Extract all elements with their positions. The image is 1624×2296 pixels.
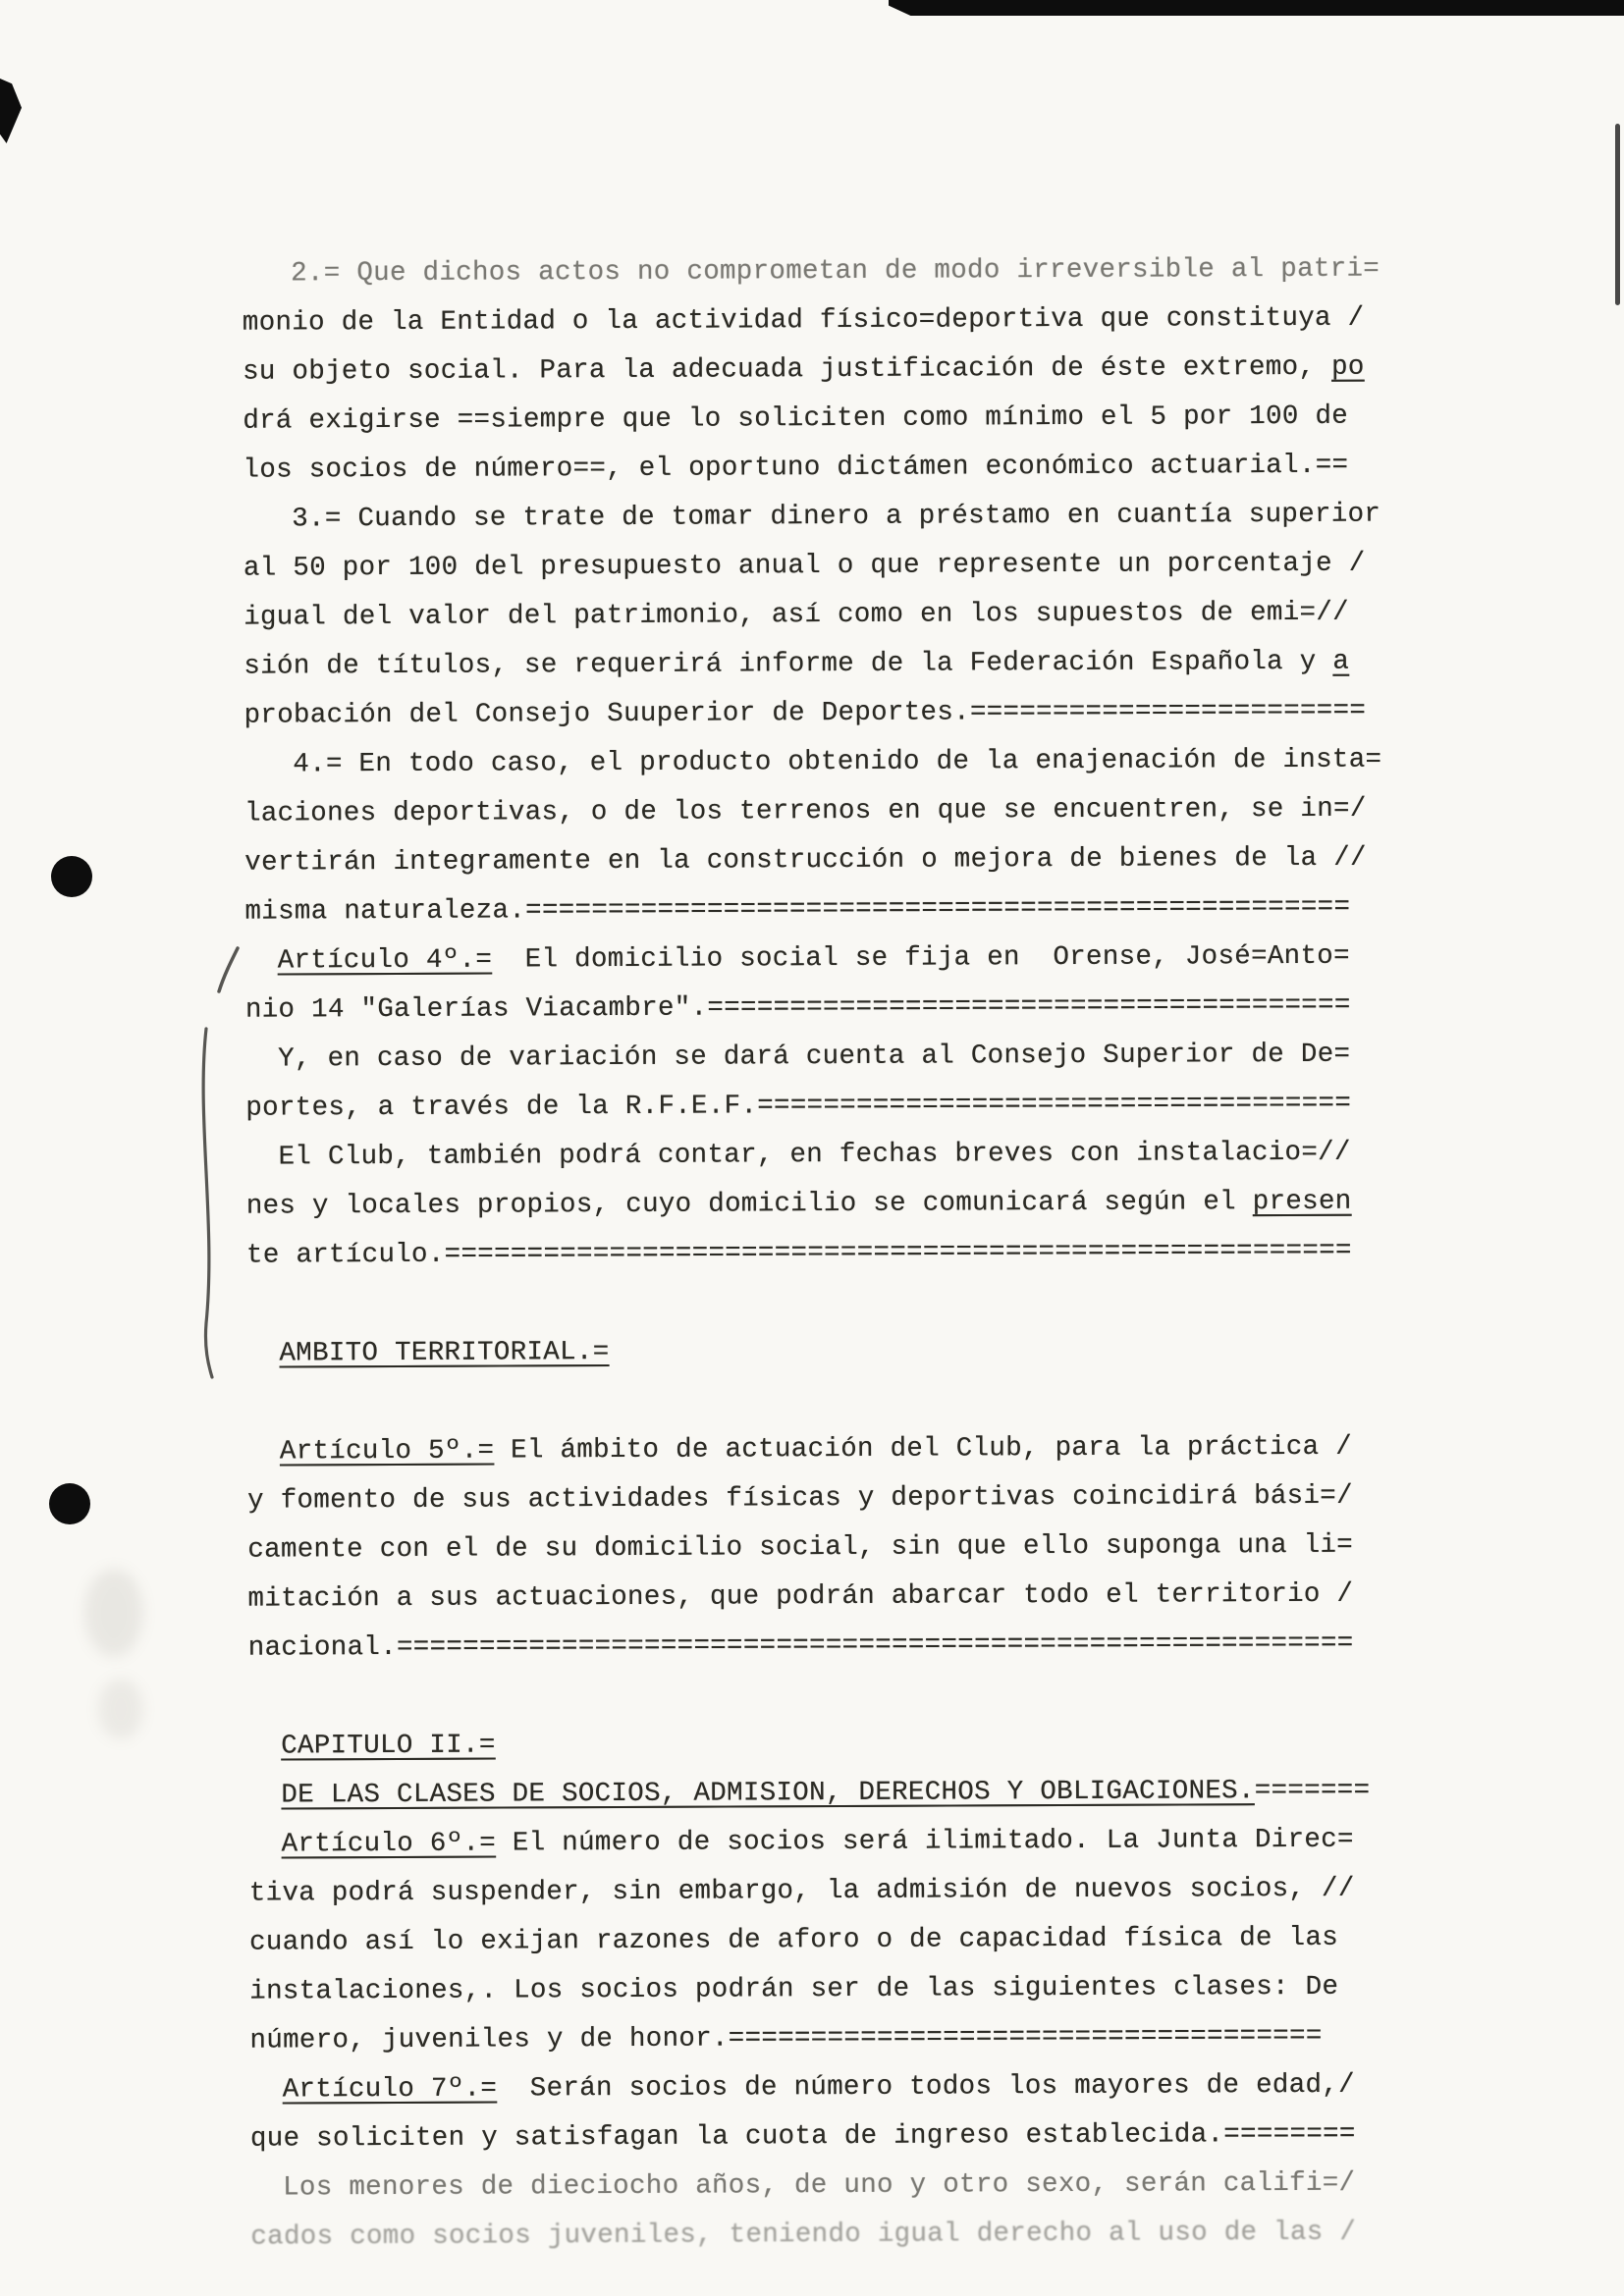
text-line	[250, 2109, 1438, 2163]
text-line	[246, 1324, 1435, 1378]
underlined-text-segment: CAPITULO II.=	[281, 1730, 496, 1762]
text-segment: El domicilio social se fija en Orense, José=Anto=	[492, 940, 1350, 976]
text-segment: =======	[1254, 1775, 1371, 1807]
text-line	[250, 2159, 1438, 2213]
text-segment: los socios de número==, el oportuno dictámen económico actuarial.==	[243, 450, 1349, 486]
text-segment: sión de títulos, se requerirá informe de la Federación Española y	[244, 646, 1333, 682]
text-segment: nes y locales propios, cuyo domicilio se comunicará según el	[245, 1187, 1253, 1222]
underlined-text-segment: po	[1330, 351, 1365, 383]
text-segment: drá exigirse ==siempre que lo soliciten como mínimo el 5 por 100 de	[243, 400, 1349, 437]
text-line	[245, 1128, 1434, 1182]
underlined-text-segment: DE LAS CLASES DE SOCIOS, ADMISION, DERECHOS Y OBLIGACIONES.	[281, 1776, 1255, 1811]
text-segment: 3.= Cuando se trate de tomar dinero a préstamo en cuantía superior	[292, 499, 1381, 535]
text-line	[243, 294, 1431, 347]
text-line	[248, 1766, 1436, 1820]
text-line	[244, 588, 1432, 642]
text-line	[248, 1619, 1436, 1673]
text-segment: 4.= En todo caso, el producto obtenido de la enajenación de insta=	[293, 744, 1382, 780]
blank-line	[246, 1275, 1435, 1329]
text-line	[249, 1913, 1437, 1967]
hole-punch-top	[51, 856, 92, 897]
text-line	[249, 1864, 1437, 1918]
text-line	[248, 1717, 1436, 1771]
text-segment: mitación a sus actuaciones, que podrán abarcar todo el territorio /	[247, 1578, 1354, 1615]
text-segment: te artículo.=======================================================	[245, 1235, 1352, 1271]
text-segment: nio 14 "Galerías Viacambre".=======================================	[244, 989, 1351, 1026]
text-line	[249, 2011, 1437, 2065]
typewritten-text-block	[243, 244, 1439, 2262]
text-line	[244, 539, 1432, 593]
text-segment: probación del Consejo Suuperior de Deportes.========================	[244, 695, 1367, 731]
text-segment: su objeto social. Para la adecuada justificación de éste extremo,	[243, 351, 1332, 388]
text-segment: El ámbito de actuación del Club, para la práctica /	[494, 1431, 1353, 1467]
text-line	[244, 637, 1432, 691]
text-line	[245, 981, 1434, 1035]
text-line	[250, 2060, 1438, 2114]
text-line	[246, 1177, 1435, 1231]
underlined-text-segment: AMBITO TERRITORIAL.=	[279, 1337, 610, 1369]
blank-line	[248, 1668, 1436, 1722]
text-segment: Serán socios de número todos los mayores de edad,/	[497, 2069, 1355, 2105]
text-segment: igual del valor del patrimonio, así como en los supuestos de emi=//	[244, 597, 1350, 633]
text-line	[249, 1962, 1437, 2016]
scan-artifact-left-wedge	[0, 79, 22, 143]
text-line	[243, 392, 1431, 446]
text-line	[243, 441, 1431, 495]
text-segment: nacional.==========================================================	[247, 1628, 1354, 1664]
text-segment: El número de socios será ilimitado. La Junta Direc=	[495, 1824, 1354, 1859]
text-line	[244, 735, 1433, 789]
scan-artifact-right-streak	[1615, 124, 1620, 305]
text-segment: El Club, también podrá contar, en fechas breves con instalacio=//	[278, 1137, 1351, 1173]
pencil-smudge	[98, 1679, 143, 1739]
text-segment: Y, en caso de variación se dará cuenta al Consejo Superior de De=	[278, 1039, 1351, 1075]
text-segment: misma naturaleza.==================================================	[244, 891, 1351, 928]
text-line	[247, 1521, 1435, 1575]
text-line	[249, 1815, 1437, 1869]
text-line	[247, 1570, 1435, 1624]
text-line	[244, 784, 1433, 838]
blank-line	[247, 1373, 1435, 1427]
text-line	[244, 686, 1432, 740]
text-segment: cados como socios juveniles, teniendo igual derecho al uso de las /	[250, 2216, 1357, 2253]
pencil-smudge	[84, 1569, 143, 1657]
text-line	[250, 2208, 1438, 2262]
text-segment: cuando así lo exijan razones de aforo o de capacidad física de las	[248, 1922, 1339, 1958]
scan-artifact-top-band	[889, 0, 1624, 16]
text-segment: vertirán integramente en la construcción o mejora de bienes de la //	[244, 842, 1367, 879]
text-segment: número, juveniles y de honor.====================================	[249, 2020, 1323, 2056]
text-segment: que soliciten y satisfagan la cuota de ingreso establecida.========	[249, 2118, 1356, 2155]
text-line	[244, 882, 1433, 936]
text-segment: Los menores de dieciocho años, de uno y otro sexo, serán califi=/	[283, 2167, 1356, 2204]
hole-punch-bottom	[49, 1483, 90, 1524]
text-line	[245, 1030, 1434, 1084]
text-segment: 2.= Que dichos actos no comprometan de modo irreversible al patri=	[291, 253, 1380, 290]
text-line	[243, 343, 1431, 397]
text-line	[244, 833, 1433, 887]
text-line	[246, 1226, 1435, 1280]
text-segment: laciones deportivas, o de los terrenos en que se encuentren, se in=/	[244, 793, 1367, 829]
underlined-text-segment: presen	[1252, 1186, 1352, 1218]
underlined-text-segment: Artículo 6º.=	[281, 1828, 497, 1860]
underlined-text-segment: a	[1332, 646, 1350, 677]
text-line	[247, 1471, 1435, 1525]
underlined-text-segment: Artículo 5º.=	[279, 1435, 495, 1468]
text-segment: al 50 por 100 del presupuesto anual o que represente un porcentaje /	[243, 548, 1366, 584]
underlined-text-segment: Artículo 4º.=	[277, 944, 493, 977]
text-segment: y fomento de sus actividades físicas y deportivas coincidirá bási=/	[247, 1480, 1353, 1517]
text-line	[245, 1079, 1434, 1133]
text-segment: monio de la Entidad o la actividad físico=deportiva que constituya /	[242, 302, 1365, 339]
text-line	[244, 490, 1432, 544]
text-line	[247, 1422, 1435, 1476]
text-segment: instalaciones,. Los socios podrán ser de las siguientes clases: De	[249, 1971, 1339, 2007]
text-line	[245, 932, 1434, 986]
text-segment: camente con el de su domicilio social, sin que ello suponga una li=	[247, 1529, 1354, 1566]
text-segment: tiva podrá suspender, sin embargo, la admisión de nuevos socios, //	[248, 1873, 1355, 1909]
text-line	[243, 244, 1431, 298]
underlined-text-segment: Artículo 7º.=	[282, 2073, 498, 2106]
text-segment: portes, a través de la R.F.E.F.====================================	[245, 1088, 1352, 1124]
